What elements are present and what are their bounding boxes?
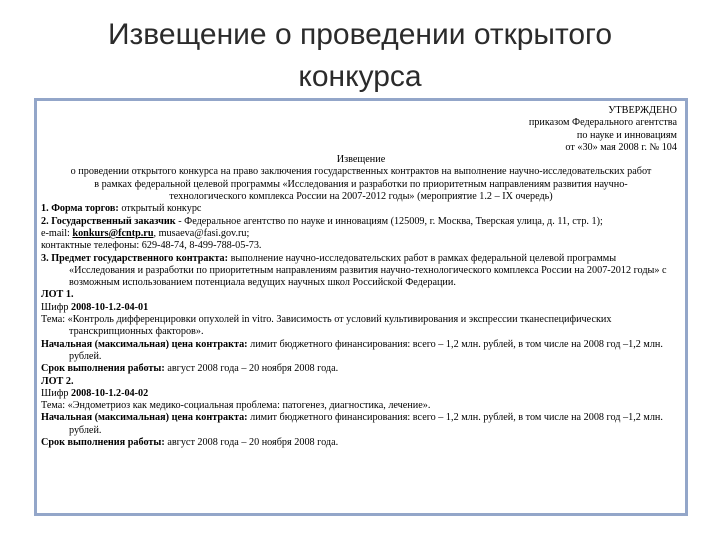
page-title [0, 14, 720, 98]
approval-block [41, 105, 681, 154]
email-link[interactable]: konkurs@fcntp.ru [72, 227, 154, 239]
form-label: 1. Форма торгов: [41, 203, 119, 215]
contract-subject-label: 3. Предмет государственного контракта: [41, 252, 229, 264]
form-value: открытый конкурс [118, 203, 202, 215]
customer-label: 2. Государственный заказчик [41, 215, 176, 227]
lot-theme: Тема: «Эндометриоз как медико-социальная проблема: патогенез, диагностика, лечение». [41, 400, 431, 412]
email-line [41, 228, 681, 240]
page-title-line-2: конкурса [298, 60, 422, 93]
contract-subject [41, 253, 681, 290]
page-title-line-1: Извещение о проведении открытого [107, 18, 613, 51]
lot-2 [41, 376, 681, 450]
lot-title: ЛОТ 1. [41, 289, 74, 301]
lot-deadline: Срок выполнения работы: август 2008 года – 20 ноября 2008 года. [41, 363, 339, 375]
lot-1 [41, 289, 681, 375]
approval-line: от «30» мая 2008 г. № 104 [565, 141, 677, 153]
approval-line: приказом Федерального агентства [528, 117, 677, 129]
email-prefix: e-mail: [41, 227, 73, 239]
approval-line: по науке и инновациям [576, 129, 677, 141]
phones-line: контактные телефоны: 629-48-74, 8-499-788-05-73. [41, 240, 262, 252]
lot-code: Шифр 2008-10-1.2-04-01 [41, 301, 149, 313]
lot-price: Начальная (максимальная) цена контракта: лимит бюджетного финансирования: всего – 1,2 млн. рублей, в том числе на 2008 год –1,2 млн. рублей. [41, 412, 663, 436]
email-rest: , musaeva@fasi.gov.ru; [153, 227, 250, 239]
state-customer [41, 216, 681, 228]
notice-heading: Извещение [336, 154, 386, 166]
lot-theme: Тема: «Контроль дифференцировки опухолей in vitro. Зависимость от условий культивирования и экспрессии тканеспецифических транскрипционных факторов». [41, 314, 612, 338]
notice-subject: о проведении открытого конкурса на право заключения государственных контрактов на выполнение научно-исследовательских работ в рамках федеральной целевой программы «Исследования и разработки по приоритетным направлениям развития научно-технологического комплекса России на 2007-2012 годы» (мероприятие 1.2 – IX очередь) [70, 166, 652, 203]
approval-line: УТВЕРЖДЕНО [608, 105, 677, 116]
lot-price: Начальная (максимальная) цена контракта: лимит бюджетного финансирования: всего – 1,2 млн. рублей, в том числе на 2008 год –1,2 млн. рублей. [41, 338, 663, 362]
document-body [41, 105, 681, 449]
lot-code: Шифр 2008-10-1.2-04-02 [41, 387, 149, 399]
form-of-tender [41, 203, 681, 215]
contract-subject-value: выполнение научно-исследовательских работ в рамках федеральной целевой программы «Исследования и разработки по приоритетным направлениям развития научно-технологического комплекса России на 2007-2012 годы» с возможным использованием потенциала ведущих научных школ Российской Федерации. [69, 252, 667, 289]
customer-value: - Федеральное агентство по науке и инновациям (125009, г. Москва, Тверская улица, д. 11, стр. 1); [175, 215, 603, 227]
lot-title: ЛОТ 2. [41, 375, 74, 387]
lot-deadline: Срок выполнения работы: август 2008 года – 20 ноября 2008 года. [41, 437, 339, 449]
document-frame [34, 98, 688, 516]
